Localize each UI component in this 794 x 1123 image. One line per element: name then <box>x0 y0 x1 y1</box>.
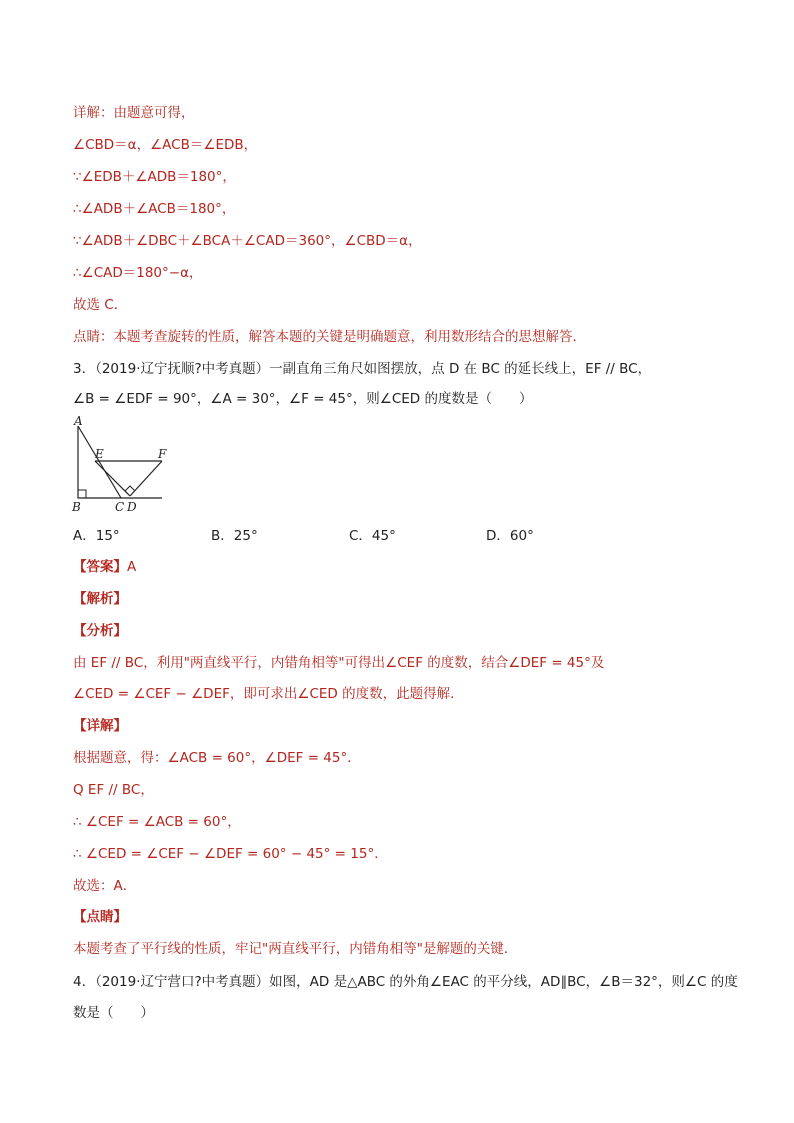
label-a: A <box>74 414 83 428</box>
right-angle-mark-b <box>78 490 86 498</box>
label-f: F <box>158 447 167 461</box>
answer-line <box>73 557 136 577</box>
solution-step: ∠CBD＝α，∠ACB＝∠EDB， <box>73 137 258 153</box>
fenxi-text-line2: ∠CED = ∠CEF − ∠DEF，即可求出∠CED 的度数，此题得解． <box>73 686 464 702</box>
detail-step: ∴ ∠CEF = ∠ACB = 60°， <box>73 814 241 830</box>
dianjing-label: 【点睛】 <box>73 909 127 925</box>
label-c: C <box>115 500 125 514</box>
question-3-stem-line2: ∠B = ∠EDF = 90°，∠A = 30°，∠F = 45°，则∠CED 的度数是（ ） <box>73 391 533 407</box>
option-d: D．60° <box>486 528 534 544</box>
solution-comment: 点睛：本题考查旋转的性质，解答本题的关键是明确题意，利用数形结合的思想解答． <box>73 329 586 345</box>
question-3-stem-line1: 3．（2019·辽宁抚顺?中考真题）一副直角三角尺如图摆放，点 D 在 BC 的延长线上，EF // BC， <box>73 361 652 377</box>
solution-step: ∴∠ADB＋∠ACB＝180°， <box>73 201 236 217</box>
question-4-stem-line2: 数是（ ） <box>73 1005 154 1021</box>
analysis-label: 【解析】 <box>73 591 127 607</box>
solution-detail-intro: 详解：由题意可得， <box>73 105 195 121</box>
segment-ac <box>78 426 121 498</box>
dianjing-text: 本题考查了平行线的性质，牢记"两直线平行，内错角相等"是解题的关键． <box>73 941 518 957</box>
option-c: C．45° <box>349 528 396 544</box>
detail-label: 【详解】 <box>73 718 127 734</box>
answer-value: A <box>127 559 137 575</box>
label-e: E <box>95 447 104 461</box>
solution-step: ∵∠EDB＋∠ADB＝180°， <box>73 169 236 185</box>
detail-step: 根据题意，得：∠ACB = 60°，∠DEF = 45°． <box>73 750 361 766</box>
label-d: D <box>127 500 137 514</box>
detail-step: ∴ ∠CED = ∠CEF − ∠DEF = 60° − 45° = 15°． <box>73 846 388 862</box>
right-angle-mark-d <box>125 486 135 491</box>
label-b: B <box>72 500 81 514</box>
option-a: A．15° <box>73 528 120 544</box>
option-b: B．25° <box>211 528 258 544</box>
answer-label: 【答案】 <box>73 559 127 575</box>
solution-choice: 故选 C． <box>73 297 128 313</box>
detail-step: Q EF // BC， <box>73 782 154 798</box>
question-4-stem-line1: 4．（2019·辽宁营口?中考真题）如图，AD 是△ABC 的外角∠EAC 的平分线，AD∥BC，∠B＝32°，则∠C 的度 <box>73 974 738 990</box>
solution-step: ∵∠ADB＋∠DBC＋∠BCA＋∠CAD＝360°，∠CBD＝α， <box>73 233 422 249</box>
detail-step: 故选：A． <box>73 878 137 894</box>
question-3-triangle-figure <box>70 414 170 516</box>
fenxi-text-line1: 由 EF // BC，利用"两直线平行，内错角相等"可得出∠CEF 的度数，结合∠DEF = 45°及 <box>73 655 605 671</box>
fenxi-label: 【分析】 <box>73 623 127 639</box>
solution-step: ∴∠CAD＝180°−α， <box>73 265 203 281</box>
